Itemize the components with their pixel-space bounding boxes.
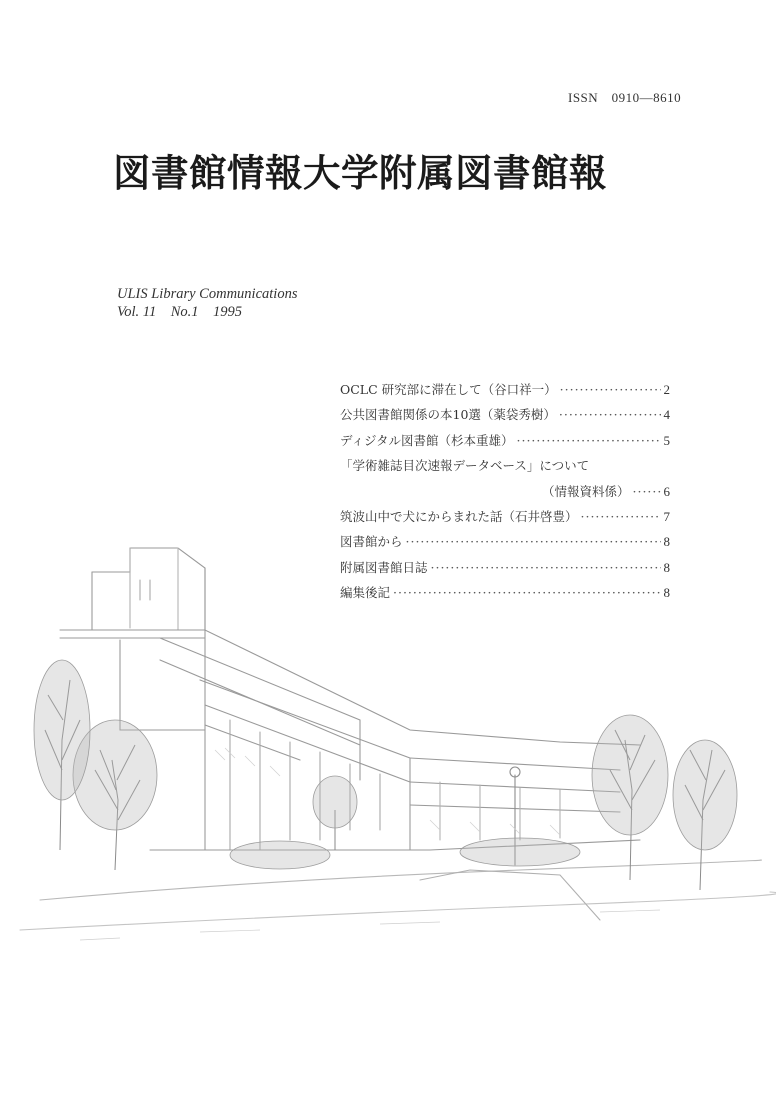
toc-item-journal-database-author[interactable] [340, 482, 670, 507]
toc-item-title: OCLC 研究部に滞在して（谷口祥一） [340, 382, 557, 397]
publication-title: 図書館情報大学附属図書館報 [113, 151, 607, 195]
toc-leader-dots [560, 382, 661, 397]
toc-item-title: （情報資料係） [541, 483, 630, 499]
toc-item-title: 公共図書館関係の本10選（薬袋秀樹） [340, 407, 556, 423]
toc-item-page: 8 [663, 585, 670, 601]
toc-item-public-library-books[interactable] [340, 405, 670, 430]
toc-item-journal-database[interactable] [340, 456, 670, 481]
publication-subtitle [117, 285, 297, 321]
toc-item-page: 4 [663, 407, 670, 423]
toc-leader-dots [517, 433, 661, 448]
toc-item-digital-library[interactable] [340, 431, 670, 456]
toc-leader-dots [633, 484, 661, 499]
toc-item-title: 図書館から [340, 534, 403, 550]
subtitle-english-name: ULIS Library Communications [117, 286, 298, 302]
toc-item-title: 筑波山中で犬にからまれた話（石井啓豊） [340, 508, 578, 524]
issn-number: ISSN 0910―8610 [568, 90, 682, 105]
toc-item-page: 6 [663, 483, 670, 499]
library-building-sketch [0, 520, 776, 1000]
toc-item-title: 編集後記 [340, 585, 391, 601]
toc-leader-dots [559, 407, 661, 422]
toc-item-oclc[interactable] [340, 380, 670, 405]
toc-item-title: 附属図書館日誌 [340, 559, 428, 575]
toc-item-page: 8 [663, 534, 670, 550]
subtitle-volume-issue: Vol. 11 No.1 1995 [117, 304, 242, 320]
toc-item-page: 8 [663, 559, 670, 575]
toc-item-page: 7 [663, 508, 670, 524]
toc-item-title: 「学術雑誌目次速報データベース」について [340, 458, 590, 474]
toc-item-page: 5 [663, 432, 670, 448]
toc-item-page: 2 [663, 382, 670, 397]
toc-item-title: ディジタル図書館（杉本重雄） [340, 432, 514, 448]
